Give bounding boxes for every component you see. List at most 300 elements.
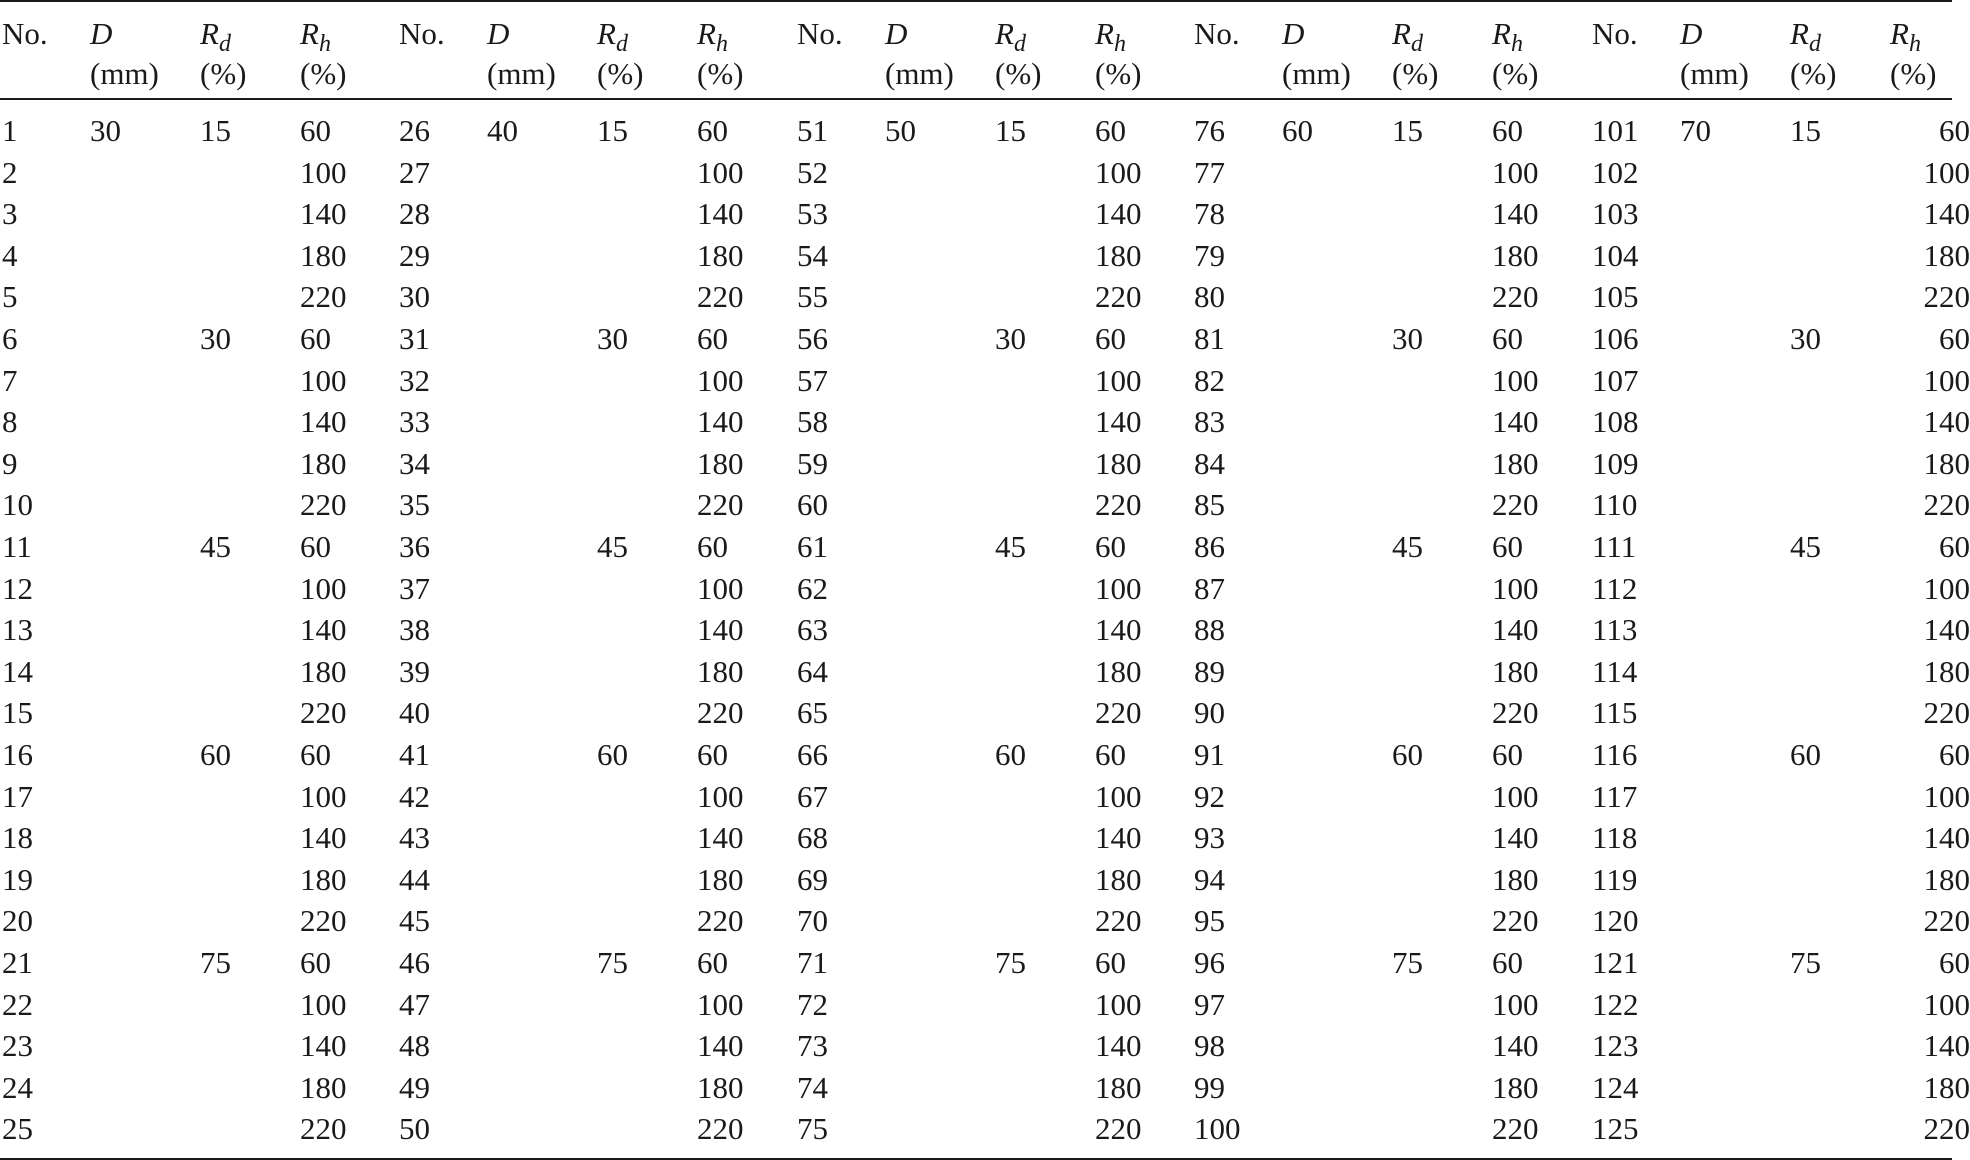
cell-no: 109 xyxy=(1592,445,1639,481)
cell-rh: 180 xyxy=(697,861,744,897)
cell-no: 17 xyxy=(2,778,33,814)
cell-rh: 140 xyxy=(1492,612,1539,648)
cell-rh: 100 xyxy=(300,362,347,398)
header-d-unit: (mm) xyxy=(885,56,954,91)
cell-no: 4 xyxy=(2,237,18,273)
cell-rh: 220 xyxy=(1923,1111,1970,1147)
cell-no: 113 xyxy=(1592,612,1638,648)
cell-no: 69 xyxy=(797,861,828,897)
cell-no: 104 xyxy=(1592,237,1639,273)
header-rh-unit: (%) xyxy=(1890,56,1937,91)
cell-rd: 60 xyxy=(1392,737,1423,772)
header-rh-subscript: h xyxy=(1510,31,1523,57)
cell-no: 106 xyxy=(1592,321,1639,356)
header-rh xyxy=(697,14,743,94)
header-rd-letter: R xyxy=(1392,16,1411,51)
header-rd-unit: (%) xyxy=(1790,56,1837,91)
header-no xyxy=(1592,14,1638,54)
cell-rh: 220 xyxy=(300,1111,347,1147)
header-rd-unit: (%) xyxy=(1392,56,1439,91)
cell-no: 118 xyxy=(1592,820,1638,856)
header-rh-letter: R xyxy=(1095,16,1114,51)
header-d xyxy=(1282,14,1351,94)
cell-no: 32 xyxy=(399,362,430,398)
cell-rh: 220 xyxy=(1492,695,1539,731)
cell-rh: 220 xyxy=(1923,279,1970,315)
cell-rh: 220 xyxy=(697,279,744,315)
cell-rd: 75 xyxy=(200,945,231,980)
cell-rd: 45 xyxy=(597,529,628,564)
cell-no: 82 xyxy=(1194,362,1225,398)
cell-no: 77 xyxy=(1194,154,1225,190)
cell-no: 24 xyxy=(2,1069,33,1105)
cell-rh: 220 xyxy=(1923,903,1970,939)
cell-rh: 140 xyxy=(1923,612,1970,648)
header-no-label: No. xyxy=(797,16,843,51)
cell-no: 95 xyxy=(1194,903,1225,939)
cell-no: 20 xyxy=(2,903,33,939)
cell-rh: 220 xyxy=(300,695,347,731)
cell-no: 13 xyxy=(2,612,33,648)
header-rd-unit: (%) xyxy=(995,56,1042,91)
header-rh-letter: R xyxy=(1492,16,1511,51)
header-rh-unit: (%) xyxy=(300,56,347,91)
header-no-label: No. xyxy=(399,16,445,51)
cell-rh: 180 xyxy=(1095,237,1142,273)
header-no-label: No. xyxy=(1592,16,1638,51)
cell-rd: 75 xyxy=(1392,945,1423,980)
cell-no: 36 xyxy=(399,529,430,564)
cell-d: 70 xyxy=(1680,113,1711,148)
cell-no: 11 xyxy=(2,529,32,564)
cell-no: 64 xyxy=(797,653,828,689)
header-rd xyxy=(1790,14,1836,94)
cell-no: 45 xyxy=(399,903,430,939)
cell-no: 101 xyxy=(1592,113,1639,148)
cell-no: 110 xyxy=(1592,487,1638,523)
cell-rh: 60 xyxy=(300,321,331,356)
cell-rh: 60 xyxy=(1492,321,1523,356)
cell-rh: 60 xyxy=(697,737,728,772)
cell-no: 1 xyxy=(2,113,18,148)
cell-rh: 140 xyxy=(1095,1028,1142,1064)
cell-no: 85 xyxy=(1194,487,1225,523)
cell-no: 35 xyxy=(399,487,430,523)
cell-rh: 180 xyxy=(300,237,347,273)
header-no xyxy=(797,14,843,54)
cell-rh: 100 xyxy=(697,362,744,398)
cell-rd: 75 xyxy=(597,945,628,980)
cell-no: 46 xyxy=(399,945,430,980)
header-no xyxy=(1194,14,1240,54)
cell-rh: 220 xyxy=(1095,1111,1142,1147)
header-rh xyxy=(1890,14,1936,94)
cell-rh: 180 xyxy=(1095,861,1142,897)
cell-no: 115 xyxy=(1592,695,1638,731)
cell-rh: 220 xyxy=(300,279,347,315)
cell-no: 83 xyxy=(1194,404,1225,440)
cell-rd: 60 xyxy=(995,737,1026,772)
header-d-symbol: D xyxy=(885,16,908,51)
cell-no: 61 xyxy=(797,529,828,564)
cell-rh: 100 xyxy=(1923,778,1970,814)
cell-no: 29 xyxy=(399,237,430,273)
cell-no: 42 xyxy=(399,778,430,814)
cell-rh: 180 xyxy=(1492,1069,1539,1105)
cell-rd: 15 xyxy=(1790,113,1821,148)
cell-rh: 140 xyxy=(1492,1028,1539,1064)
cell-no: 10 xyxy=(2,487,33,523)
cell-rh: 60 xyxy=(1095,321,1126,356)
cell-no: 74 xyxy=(797,1069,828,1105)
cell-no: 60 xyxy=(797,487,828,523)
cell-no: 52 xyxy=(797,154,828,190)
cell-rd: 30 xyxy=(200,321,231,356)
cell-no: 8 xyxy=(2,404,18,440)
cell-d: 60 xyxy=(1282,113,1313,148)
cell-rh: 60 xyxy=(1939,321,1970,356)
cell-rh: 100 xyxy=(697,778,744,814)
cell-no: 23 xyxy=(2,1028,33,1064)
cell-rh: 60 xyxy=(1492,529,1523,564)
cell-no: 39 xyxy=(399,653,430,689)
cell-rh: 100 xyxy=(1923,154,1970,190)
cell-rh: 140 xyxy=(1492,820,1539,856)
cell-no: 50 xyxy=(399,1111,430,1147)
cell-rh: 140 xyxy=(697,612,744,648)
cell-no: 7 xyxy=(2,362,18,398)
cell-no: 9 xyxy=(2,445,18,481)
header-rd-unit: (%) xyxy=(597,56,644,91)
cell-rh: 100 xyxy=(1492,570,1539,606)
cell-no: 53 xyxy=(797,196,828,232)
cell-rh: 220 xyxy=(300,903,347,939)
cell-no: 119 xyxy=(1592,861,1638,897)
cell-rh: 60 xyxy=(300,529,331,564)
cell-rh: 100 xyxy=(1095,570,1142,606)
header-rd-symbol xyxy=(597,14,643,57)
header-rh-symbol xyxy=(300,14,346,57)
cell-rd: 75 xyxy=(995,945,1026,980)
cell-rh: 220 xyxy=(1095,279,1142,315)
cell-rh: 100 xyxy=(1923,362,1970,398)
cell-rh: 180 xyxy=(1492,445,1539,481)
header-d xyxy=(885,14,954,94)
cell-rh: 60 xyxy=(1492,113,1523,148)
cell-no: 93 xyxy=(1194,820,1225,856)
cell-rh: 60 xyxy=(1095,113,1126,148)
cell-no: 112 xyxy=(1592,570,1638,606)
cell-no: 40 xyxy=(399,695,430,731)
cell-no: 102 xyxy=(1592,154,1639,190)
cell-no: 72 xyxy=(797,986,828,1022)
header-rd-subscript: d xyxy=(615,31,628,57)
cell-no: 86 xyxy=(1194,529,1225,564)
cell-no: 41 xyxy=(399,737,430,772)
cell-no: 124 xyxy=(1592,1069,1639,1105)
header-no-label: No. xyxy=(2,16,48,51)
cell-no: 111 xyxy=(1592,529,1637,564)
cell-no: 67 xyxy=(797,778,828,814)
cell-no: 16 xyxy=(2,737,33,772)
cell-rh: 100 xyxy=(1095,362,1142,398)
cell-rh: 180 xyxy=(1492,653,1539,689)
cell-no: 47 xyxy=(399,986,430,1022)
cell-no: 55 xyxy=(797,279,828,315)
header-rd xyxy=(597,14,643,94)
cell-rh: 140 xyxy=(1923,404,1970,440)
header-rh-subscript: h xyxy=(715,31,728,57)
cell-no: 121 xyxy=(1592,945,1639,980)
cell-no: 59 xyxy=(797,445,828,481)
cell-no: 19 xyxy=(2,861,33,897)
cell-no: 43 xyxy=(399,820,430,856)
cell-no: 71 xyxy=(797,945,828,980)
cell-no: 6 xyxy=(2,321,18,356)
header-no xyxy=(2,14,48,54)
cell-rh: 60 xyxy=(1095,529,1126,564)
cell-rh: 140 xyxy=(300,196,347,232)
cell-no: 107 xyxy=(1592,362,1639,398)
header-d-unit: (mm) xyxy=(1282,56,1351,91)
cell-rh: 60 xyxy=(697,529,728,564)
cell-no: 97 xyxy=(1194,986,1225,1022)
header-rh-symbol xyxy=(1095,14,1141,57)
cell-no: 116 xyxy=(1592,737,1638,772)
cell-no: 63 xyxy=(797,612,828,648)
cell-rh: 100 xyxy=(697,154,744,190)
cell-no: 37 xyxy=(399,570,430,606)
cell-no: 79 xyxy=(1194,237,1225,273)
cell-no: 18 xyxy=(2,820,33,856)
cell-rh: 100 xyxy=(300,986,347,1022)
cell-no: 81 xyxy=(1194,321,1225,356)
header-rh xyxy=(1095,14,1141,94)
cell-rh: 60 xyxy=(1492,737,1523,772)
header-rd xyxy=(200,14,246,94)
cell-no: 123 xyxy=(1592,1028,1639,1064)
cell-rh: 140 xyxy=(1095,404,1142,440)
header-rd-letter: R xyxy=(1790,16,1809,51)
cell-rd: 30 xyxy=(1790,321,1821,356)
cell-rh: 60 xyxy=(697,113,728,148)
cell-no: 21 xyxy=(2,945,33,980)
cell-rd: 75 xyxy=(1790,945,1821,980)
header-rd-letter: R xyxy=(200,16,219,51)
header-rd-subscript: d xyxy=(1808,31,1821,57)
cell-rh: 140 xyxy=(1492,404,1539,440)
cell-rh: 220 xyxy=(1095,695,1142,731)
header-rd-letter: R xyxy=(597,16,616,51)
cell-rd: 30 xyxy=(1392,321,1423,356)
cell-no: 122 xyxy=(1592,986,1639,1022)
cell-no: 57 xyxy=(797,362,828,398)
cell-rh: 180 xyxy=(697,237,744,273)
cell-rh: 140 xyxy=(300,820,347,856)
cell-rh: 140 xyxy=(300,612,347,648)
header-rd-subscript: d xyxy=(1013,31,1026,57)
cell-no: 3 xyxy=(2,196,18,232)
cell-rh: 100 xyxy=(697,570,744,606)
cell-no: 103 xyxy=(1592,196,1639,232)
cell-no: 26 xyxy=(399,113,430,148)
cell-rh: 140 xyxy=(1095,612,1142,648)
cell-rd: 15 xyxy=(995,113,1026,148)
cell-rh: 140 xyxy=(1095,820,1142,856)
cell-no: 99 xyxy=(1194,1069,1225,1105)
cell-rh: 140 xyxy=(1095,196,1142,232)
header-rd-symbol xyxy=(1790,14,1836,57)
cell-no: 92 xyxy=(1194,778,1225,814)
cell-rh: 100 xyxy=(697,986,744,1022)
header-d-unit: (mm) xyxy=(1680,56,1749,91)
cell-rh: 220 xyxy=(1492,279,1539,315)
header-d xyxy=(1680,14,1749,94)
cell-no: 108 xyxy=(1592,404,1639,440)
cell-rh: 60 xyxy=(300,945,331,980)
cell-rh: 180 xyxy=(697,445,744,481)
cell-rh: 100 xyxy=(1095,986,1142,1022)
cell-rd: 15 xyxy=(1392,113,1423,148)
cell-rh: 180 xyxy=(1095,1069,1142,1105)
cell-no: 44 xyxy=(399,861,430,897)
header-rd-letter: R xyxy=(995,16,1014,51)
cell-d: 50 xyxy=(885,113,916,148)
cell-no: 68 xyxy=(797,820,828,856)
cell-rd: 15 xyxy=(597,113,628,148)
cell-rh: 140 xyxy=(1923,820,1970,856)
cell-rh: 220 xyxy=(1095,903,1142,939)
header-d xyxy=(90,14,159,94)
cell-no: 98 xyxy=(1194,1028,1225,1064)
cell-no: 58 xyxy=(797,404,828,440)
header-rh-letter: R xyxy=(300,16,319,51)
cell-rh: 180 xyxy=(1095,445,1142,481)
cell-no: 25 xyxy=(2,1111,33,1147)
cell-no: 65 xyxy=(797,695,828,731)
cell-no: 22 xyxy=(2,986,33,1022)
cell-rd: 60 xyxy=(200,737,231,772)
cell-no: 27 xyxy=(399,154,430,190)
cell-rh: 180 xyxy=(1923,445,1970,481)
cell-rh: 180 xyxy=(697,653,744,689)
cell-rh: 220 xyxy=(697,903,744,939)
cell-rh: 100 xyxy=(1492,986,1539,1022)
cell-rh: 100 xyxy=(1492,362,1539,398)
cell-rh: 100 xyxy=(1492,778,1539,814)
cell-rh: 60 xyxy=(1939,113,1970,148)
header-rh-subscript: h xyxy=(1908,31,1921,57)
header-rd xyxy=(995,14,1041,94)
header-d xyxy=(487,14,556,94)
cell-no: 88 xyxy=(1194,612,1225,648)
cell-no: 120 xyxy=(1592,903,1639,939)
cell-no: 91 xyxy=(1194,737,1225,772)
header-rh-symbol xyxy=(1890,14,1936,57)
header-rd-subscript: d xyxy=(1410,31,1423,57)
header-d-unit: (mm) xyxy=(90,56,159,91)
header-d-symbol: D xyxy=(1680,16,1703,51)
header-rd-unit: (%) xyxy=(200,56,247,91)
cell-no: 80 xyxy=(1194,279,1225,315)
cell-no: 117 xyxy=(1592,778,1638,814)
cell-rh: 180 xyxy=(1923,1069,1970,1105)
cell-rd: 45 xyxy=(1392,529,1423,564)
cell-rh: 220 xyxy=(1492,903,1539,939)
cell-no: 70 xyxy=(797,903,828,939)
cell-rh: 220 xyxy=(1492,487,1539,523)
header-rd-symbol xyxy=(995,14,1041,57)
header-rh-unit: (%) xyxy=(1095,56,1142,91)
cell-rh: 180 xyxy=(300,653,347,689)
header-rh-symbol xyxy=(697,14,743,57)
cell-rh: 180 xyxy=(300,445,347,481)
cell-rd: 60 xyxy=(597,737,628,772)
cell-no: 75 xyxy=(797,1111,828,1147)
cell-rh: 100 xyxy=(1095,778,1142,814)
header-d-symbol: D xyxy=(90,16,113,51)
cell-rh: 220 xyxy=(300,487,347,523)
cell-no: 78 xyxy=(1194,196,1225,232)
cell-rh: 100 xyxy=(1923,570,1970,606)
cell-rh: 60 xyxy=(1939,529,1970,564)
cell-no: 34 xyxy=(399,445,430,481)
cell-rd: 45 xyxy=(995,529,1026,564)
header-no-label: No. xyxy=(1194,16,1240,51)
cell-rh: 180 xyxy=(1923,861,1970,897)
cell-no: 90 xyxy=(1194,695,1225,731)
cell-rh: 140 xyxy=(697,196,744,232)
cell-no: 87 xyxy=(1194,570,1225,606)
header-d-symbol: D xyxy=(1282,16,1305,51)
cell-no: 51 xyxy=(797,113,828,148)
cell-no: 100 xyxy=(1194,1111,1241,1147)
header-rh-unit: (%) xyxy=(697,56,744,91)
cell-no: 54 xyxy=(797,237,828,273)
cell-rh: 220 xyxy=(1095,487,1142,523)
header-d-symbol: D xyxy=(487,16,510,51)
cell-no: 66 xyxy=(797,737,828,772)
cell-rh: 140 xyxy=(1923,196,1970,232)
header-rd xyxy=(1392,14,1438,94)
cell-rh: 60 xyxy=(1095,945,1126,980)
cell-no: 56 xyxy=(797,321,828,356)
table-top-rule xyxy=(0,0,1952,2)
header-d-unit: (mm) xyxy=(487,56,556,91)
cell-rh: 220 xyxy=(697,1111,744,1147)
header-rh xyxy=(300,14,346,94)
cell-rh: 180 xyxy=(1492,237,1539,273)
cell-no: 96 xyxy=(1194,945,1225,980)
header-rh-unit: (%) xyxy=(1492,56,1539,91)
cell-no: 31 xyxy=(399,321,430,356)
header-rh-subscript: h xyxy=(1113,31,1126,57)
cell-no: 15 xyxy=(2,695,33,731)
cell-rh: 180 xyxy=(300,861,347,897)
cell-rh: 180 xyxy=(1923,237,1970,273)
header-rh xyxy=(1492,14,1538,94)
cell-rh: 140 xyxy=(697,404,744,440)
cell-rh: 60 xyxy=(1095,737,1126,772)
cell-rd: 30 xyxy=(995,321,1026,356)
table-header-rule xyxy=(0,98,1952,100)
header-rh-subscript: h xyxy=(318,31,331,57)
cell-rh: 180 xyxy=(1923,653,1970,689)
cell-rh: 140 xyxy=(300,404,347,440)
cell-rh: 60 xyxy=(300,737,331,772)
cell-rh: 100 xyxy=(1923,986,1970,1022)
cell-no: 49 xyxy=(399,1069,430,1105)
